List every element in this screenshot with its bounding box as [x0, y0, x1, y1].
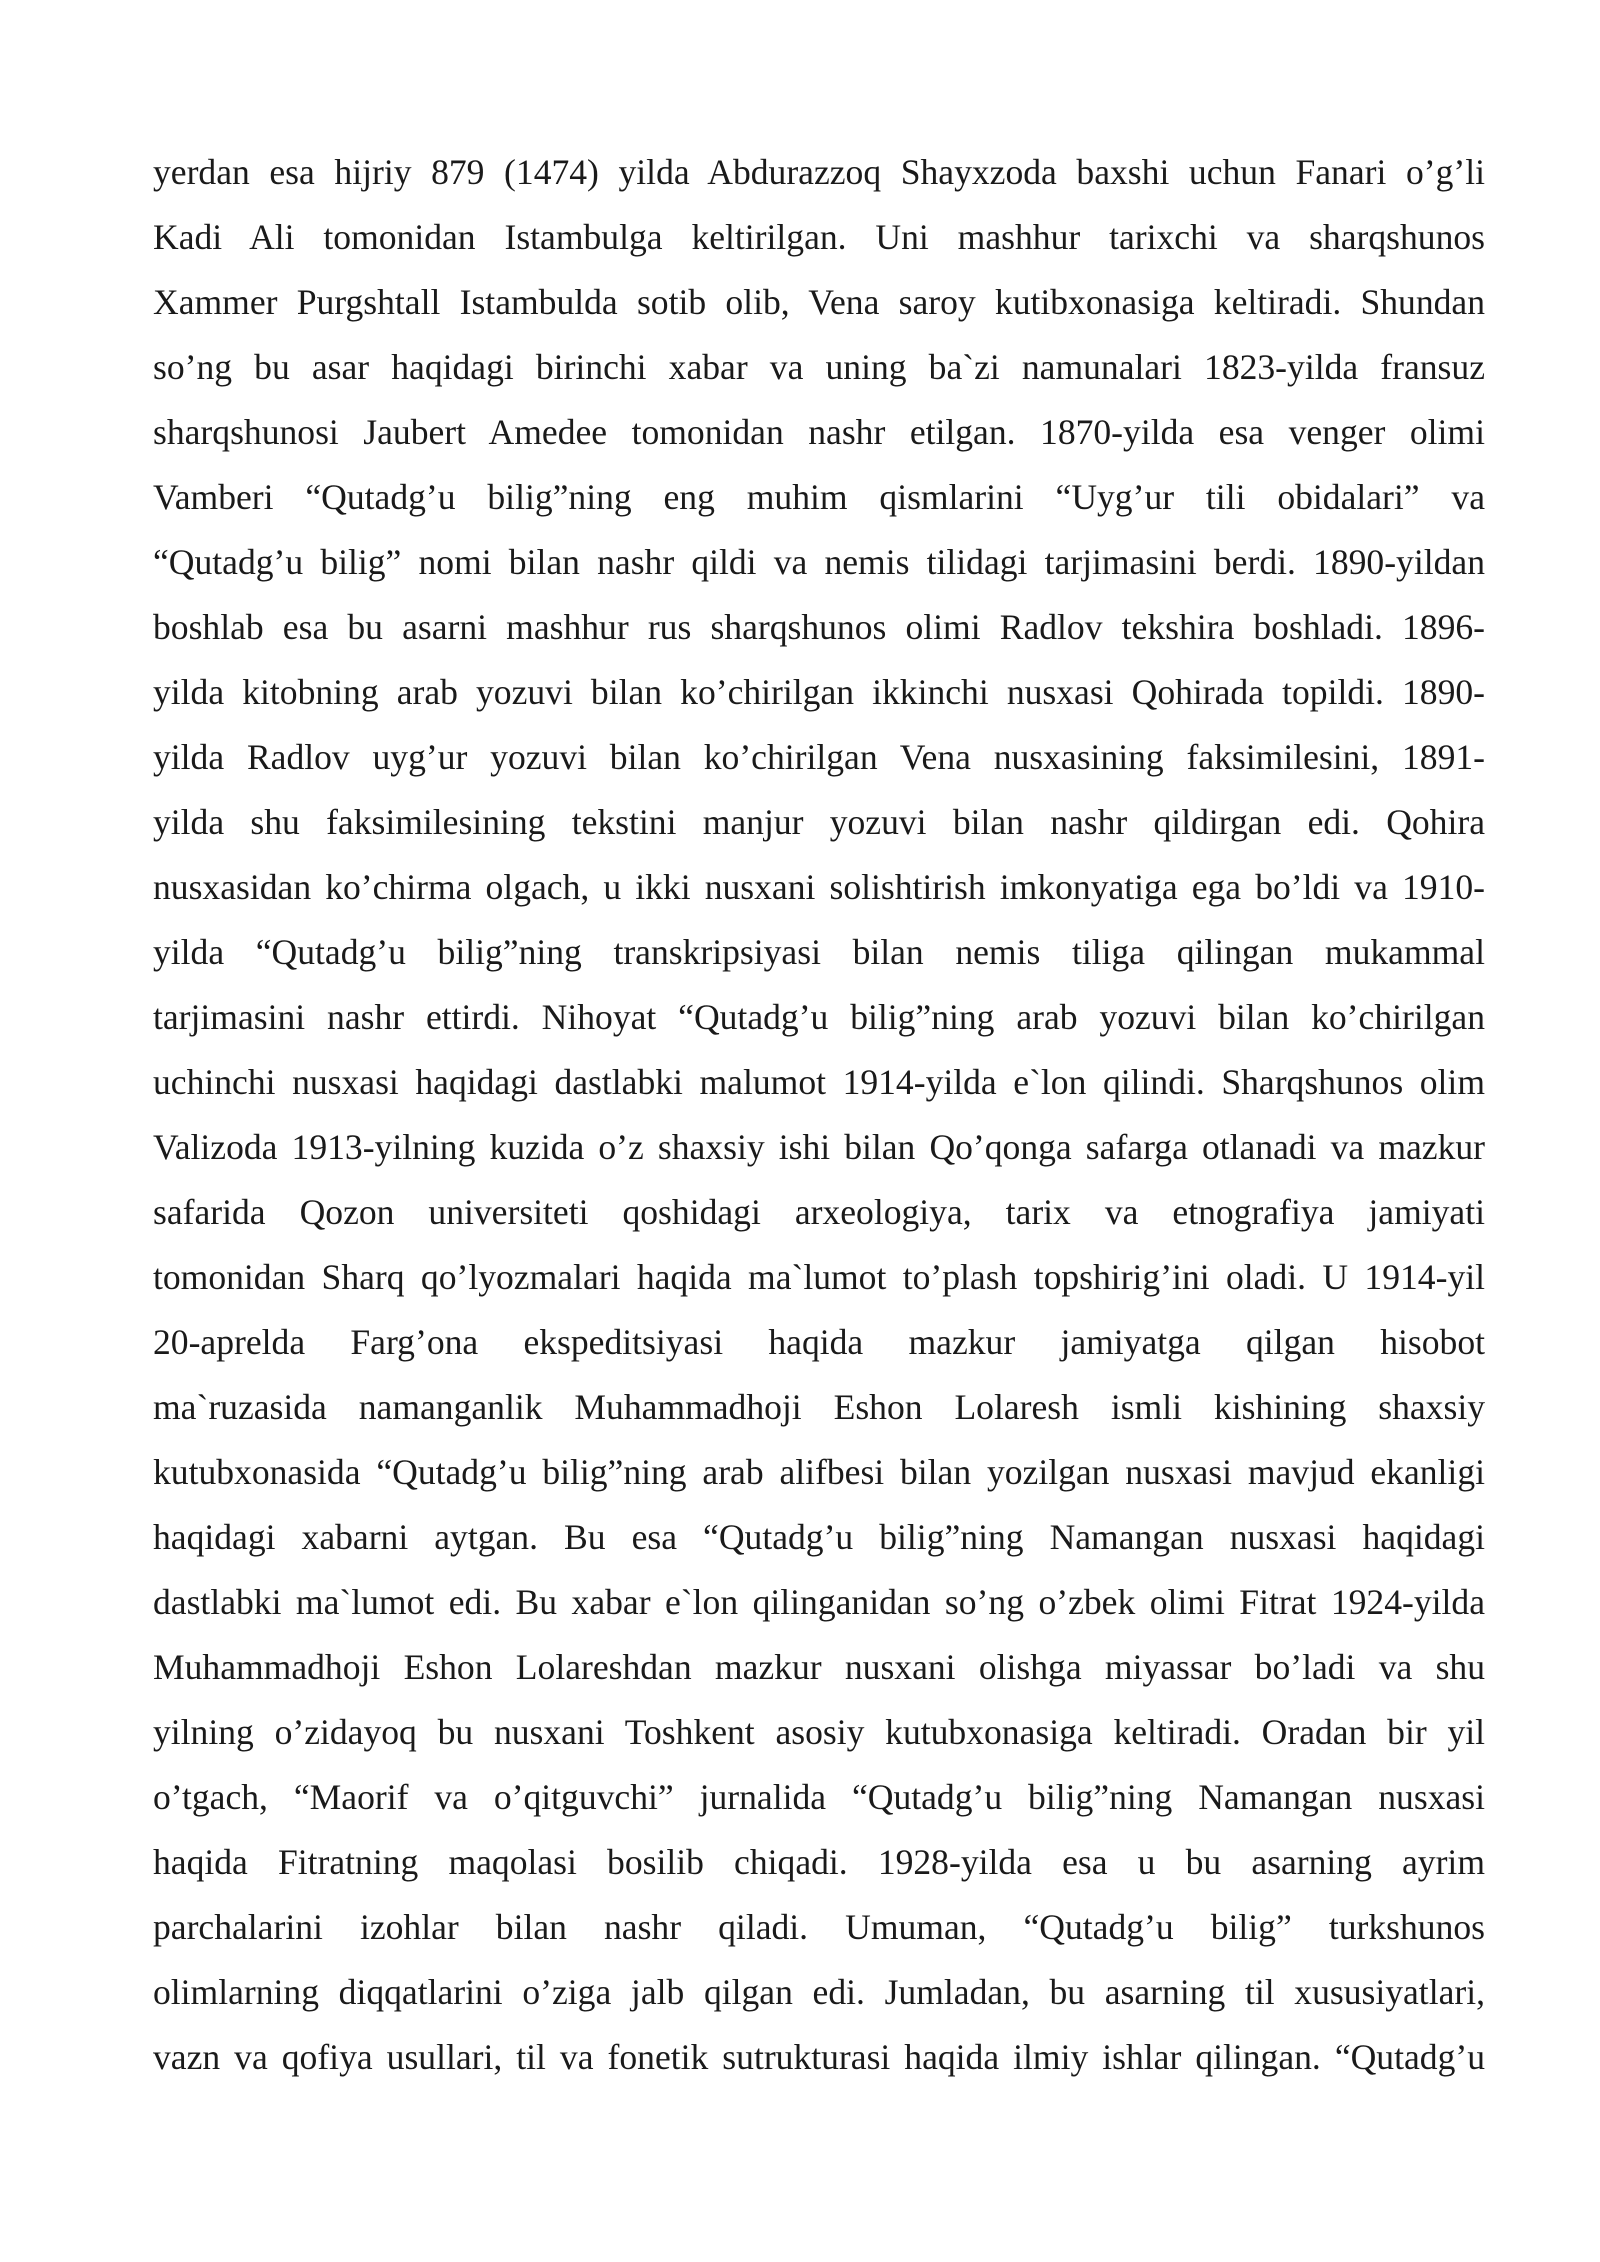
text-line: olimlarning diqqatlarini o’ziga jalb qilgan edi. Jumladan, bu asarning til xususiyatlari, — [153, 1972, 1485, 2012]
text-line: yilda kitobning arab yozuvi bilan ko’chirilgan ikkinchi nusxasi Qohirada topildi. 1890- — [153, 672, 1485, 712]
text-line: vazn va qofiya usullari, til va fonetik sutrukturasi haqida ilmiy ishlar qilingan. “Qutadg’u — [153, 2037, 1485, 2077]
text-line: Muhammadhoji Eshon Lolareshdan mazkur nusxani olishga miyassar bo’ladi va shu — [153, 1647, 1485, 1687]
text-line: safarida Qozon universiteti qoshidagi arxeologiya, tarix va etnografiya jamiyati — [153, 1192, 1485, 1232]
text-line: Kadi Ali tomonidan Istambulga keltirilgan. Uni mashhur tarixchi va sharqshunos — [153, 217, 1485, 257]
text-line: Vamberi “Qutadg’u bilig”ning eng muhim qismlarini “Uyg’ur tili obidalari” va — [153, 477, 1485, 517]
text-line: yerdan esa hijriy 879 (1474) yilda Abdurazzoq Shayxzoda baxshi uchun Fanari o’g’li — [153, 152, 1485, 192]
text-line: sharqshunosi Jaubert Amedee tomonidan nashr etilgan. 1870-yilda esa venger olimi — [153, 412, 1485, 452]
text-line: yilda shu faksimilesining tekstini manjur yozuvi bilan nashr qildirgan edi. Qohira — [153, 802, 1485, 842]
text-line: tomonidan Sharq qo’lyozmalari haqida ma`lumot to’plash topshirig’ini oladi. U 1914-yil — [153, 1257, 1485, 1297]
text-line: dastlabki ma`lumot edi. Bu xabar e`lon qilinganidan so’ng o’zbek olimi Fitrat 1924-yilda — [153, 1582, 1485, 1622]
text-line: parchalarini izohlar bilan nashr qiladi. Umuman, “Qutadg’u bilig” turkshunos — [153, 1907, 1485, 1947]
text-line: ma`ruzasida namanganlik Muhammadhoji Eshon Lolaresh ismli kishining shaxsiy — [153, 1387, 1485, 1427]
text-line: nusxasidan ko’chirma olgach, u ikki nusxani solishtirish imkonyatiga ega bo’ldi va 1910- — [153, 867, 1485, 907]
text-line: “Qutadg’u bilig” nomi bilan nashr qildi va nemis tilidagi tarjimasini berdi. 1890-yildan — [153, 542, 1485, 582]
text-line: yilda Radlov uyg’ur yozuvi bilan ko’chirilgan Vena nusxasining faksimilesini, 1891- — [153, 737, 1485, 777]
text-line: o’tgach, “Maorif va o’qitguvchi” jurnalida “Qutadg’u bilig”ning Namangan nusxasi — [153, 1777, 1485, 1817]
text-line: 20-aprelda Farg’ona ekspeditsiyasi haqida mazkur jamiyatga qilgan hisobot — [153, 1322, 1485, 1362]
text-line: tarjimasini nashr ettirdi. Nihoyat “Qutadg’u bilig”ning arab yozuvi bilan ko’chirilgan — [153, 997, 1485, 1037]
document-body — [153, 140, 1485, 2090]
text-line: uchinchi nusxasi haqidagi dastlabki malumot 1914-yilda e`lon qilindi. Sharqshunos olim — [153, 1062, 1485, 1102]
text-line: yilda “Qutadg’u bilig”ning transkripsiyasi bilan nemis tiliga qilingan mukammal — [153, 932, 1485, 972]
text-line: so’ng bu asar haqidagi birinchi xabar va uning ba`zi namunalari 1823-yilda fransuz — [153, 347, 1485, 387]
text-line: haqida Fitratning maqolasi bosilib chiqadi. 1928-yilda esa u bu asarning ayrim — [153, 1842, 1485, 1882]
text-line: Valizoda 1913-yilning kuzida o’z shaxsiy ishi bilan Qo’qonga safarga otlanadi va mazkur — [153, 1127, 1485, 1167]
text-line: kutubxonasida “Qutadg’u bilig”ning arab alifbesi bilan yozilgan nusxasi mavjud ekanligi — [153, 1452, 1485, 1492]
text-line: Xammer Purgshtall Istambulda sotib olib, Vena saroy kutibxonasiga keltiradi. Shundan — [153, 282, 1485, 322]
text-line: boshlab esa bu asarni mashhur rus sharqshunos olimi Radlov tekshira boshladi. 1896- — [153, 607, 1485, 647]
text-line: yilning o’zidayoq bu nusxani Toshkent asosiy kutubxonasiga keltiradi. Oradan bir yil — [153, 1712, 1485, 1752]
text-line: haqidagi xabarni aytgan. Bu esa “Qutadg’u bilig”ning Namangan nusxasi haqidagi — [153, 1517, 1485, 1557]
